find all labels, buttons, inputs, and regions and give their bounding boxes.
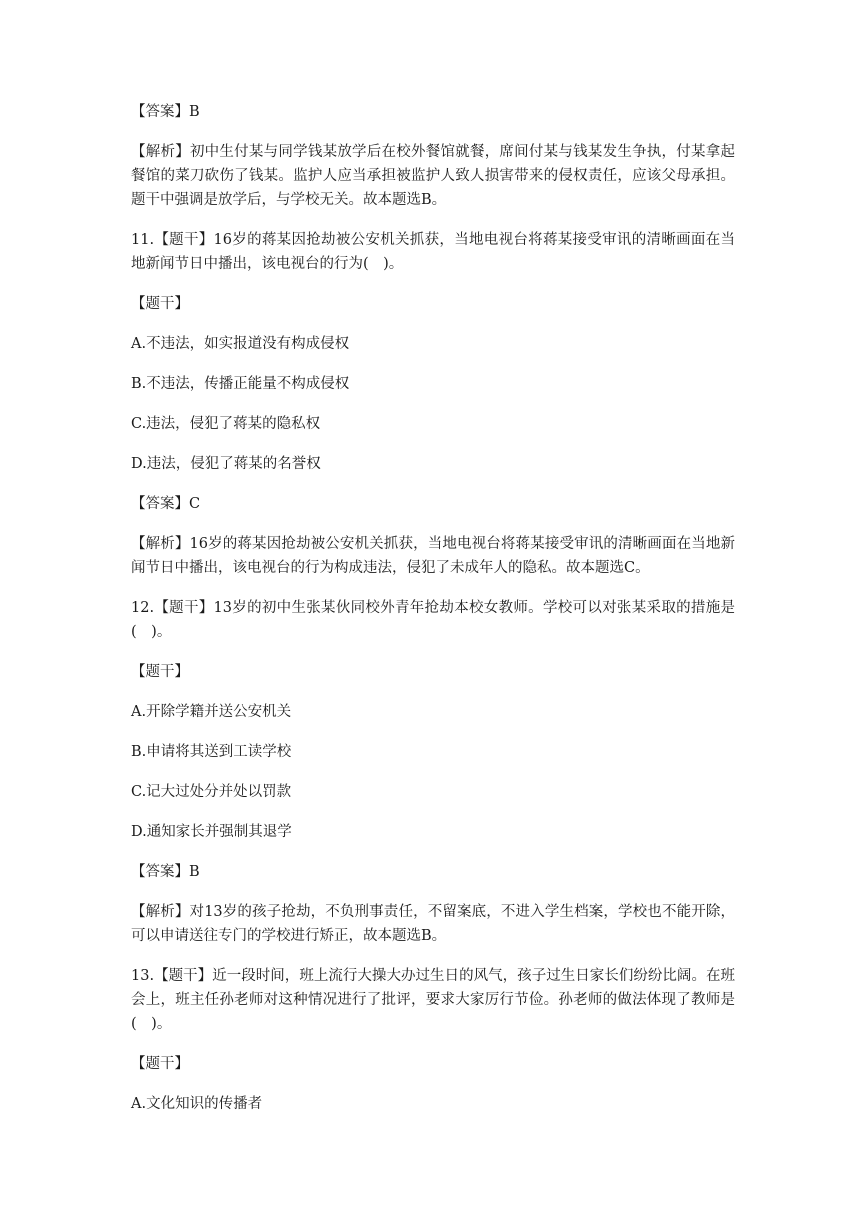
question-11-option-b: B.不违法，传播正能量不构成侵权 [131, 376, 350, 392]
answer-q12: 【答案】B [131, 864, 200, 880]
question-12-option-a: A.开除学籍并送公安机关 [131, 704, 292, 720]
answer-q10: 【答案】B [131, 104, 200, 120]
explanation-q11: 【解析】16岁的蒋某因抢劫被公安机关抓获，当地电视台将蒋某接受审讯的清晰画面在当地新闻节日中播出，该电视台的行为构成违法，侵犯了未成年人的隐私。故本题选C。 [131, 536, 735, 576]
question-13: 13.【题干】近一段时间，班上流行大操大办过生日的风气，孩子过生日家长们纷纷比阔。在班会上，班主任孙老师对这种情况进行了批评，要求大家厉行节俭。孙老师的做法体现了教师是( )。 [131, 968, 735, 1032]
explanation-q10: 【解析】初中生付某与同学钱某放学后在校外餐馆就餐，席间付某与钱某发生争执，付某拿起餐馆的菜刀砍伤了钱某。监护人应当承担被监护人致人损害带来的侵权责任，应该父母承担。题干中强调是放学后，与学校无关。故本题选B。 [131, 144, 735, 208]
question-11-option-a: A.不违法，如实报道没有构成侵权 [131, 336, 350, 352]
question-13-stem-label: 【题干】 [131, 1056, 189, 1072]
question-12-option-b: B.申请将其送到工读学校 [131, 744, 292, 760]
question-11-stem-label: 【题干】 [131, 296, 189, 312]
explanation-q12: 【解析】对13岁的孩子抢劫，不负刑事责任，不留案底，不进入学生档案，学校也不能开除，可以申请送往专门的学校进行矫正，故本题选B。 [131, 904, 735, 944]
question-12-option-d: D.通知家长并强制其退学 [131, 824, 292, 840]
answer-q11: 【答案】C [131, 496, 201, 512]
question-11-option-d: D.违法，侵犯了蒋某的名誉权 [131, 456, 321, 472]
question-11: 11.【题干】16岁的蒋某因抢劫被公安机关抓获，当地电视台将蒋某接受审讯的清晰画面在当地新闻节日中播出，该电视台的行为( )。 [131, 232, 735, 272]
question-12: 12.【题干】13岁的初中生张某伙同校外青年抢劫本校女教师。学校可以对张某采取的措施是( )。 [131, 600, 735, 640]
question-13-option-a: A.文化知识的传播者 [131, 1096, 263, 1112]
question-11-option-c: C.违法，侵犯了蒋某的隐私权 [131, 416, 321, 432]
question-12-option-c: C.记大过处分并处以罚款 [131, 784, 292, 800]
question-12-stem-label: 【题干】 [131, 664, 189, 680]
document-page [131, 100, 735, 1132]
